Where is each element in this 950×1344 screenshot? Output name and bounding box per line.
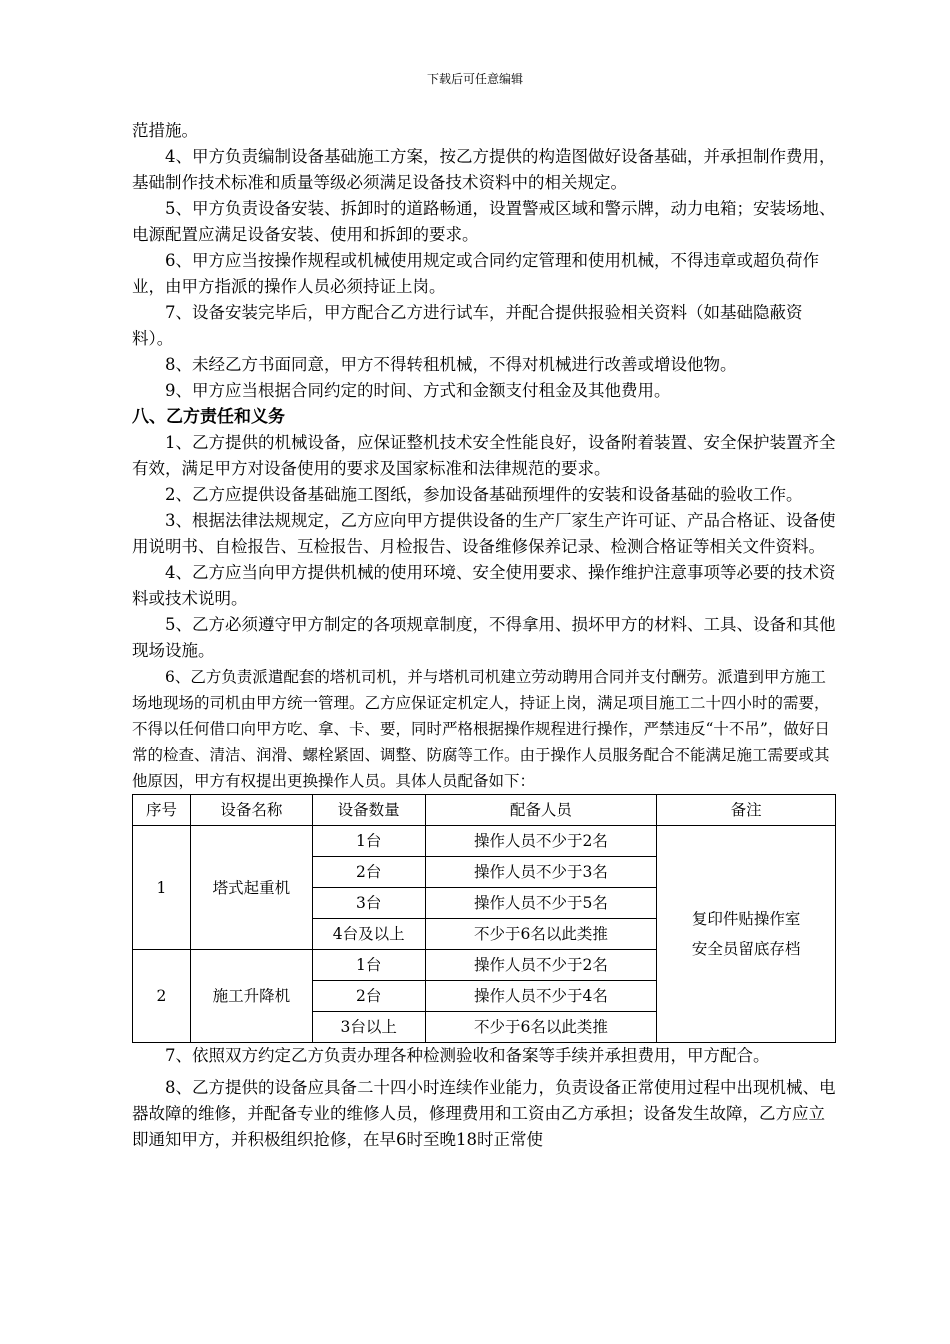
equipment-quantity: 1台 <box>312 826 425 857</box>
staff-requirement: 操作人员不少于5名 <box>425 888 657 919</box>
paragraph: 6、乙方负责派遣配套的塔机司机，并与塔机司机建立劳动聘用合同并支付酬劳。派遣到甲方施工场地现场的司机由甲方统一管理。乙方应保证定机定人，持证上岗，满足项目施工二十四小时的需要，不得以任何借口向甲方吃、拿、卡、要，同时严格根据操作规程进行操作，严禁违反“十不吊”，做好日常的检查、清洁、润滑、螺栓紧固、调整、防腐等工作。由于操作人员服务配合不能满足施工需要或其他原因，甲方有权提出更换操作人员。具体人员配备如下： <box>132 668 830 790</box>
header-cell: 序号 <box>133 795 191 826</box>
remark-line: 复印件贴操作室 <box>691 910 801 928</box>
page-header: 下载后可任意编辑 <box>426 72 523 86</box>
section-heading: 八、乙方责任和义务 <box>132 407 285 427</box>
paragraph: 5、甲方负责设备安装、拆卸时的道路畅通，设置警戒区域和警示牌，动力电箱；安装场地、电源配置应满足设备安装、使用和拆卸的要求。 <box>132 199 836 244</box>
staff-requirement: 不少于6名以此类推 <box>425 1012 657 1043</box>
paragraph: 6、甲方应当按操作规程或机械使用规定或合同约定管理和使用机械，不得违章或超负荷作业，由甲方指派的操作人员必须持证上岗。 <box>132 251 819 296</box>
paragraph: 9、甲方应当根据合同约定的时间、方式和金额支付租金及其他费用。 <box>165 381 671 400</box>
paragraph: 4、甲方负责编制设备基础施工方案，按乙方提供的构造图做好设备基础，并承担制作费用，基础制作技术标准和质量等级必须满足设备技术资料中的相关规定。 <box>132 147 836 192</box>
row-number: 1 <box>133 826 191 950</box>
equipment-quantity: 2台 <box>312 857 425 888</box>
remark-cell <box>657 826 836 1043</box>
paragraph: 7、依照双方约定乙方负责办理各种检测验收和备案等手续并承担费用，甲方配合。 <box>165 1046 770 1065</box>
header-cell: 设备数量 <box>312 795 425 826</box>
remark-line: 安全员留底存档 <box>691 940 801 958</box>
paragraph: 7、设备安装完毕后，甲方配合乙方进行试车，并配合提供报验相关资料（如基础隐蔽资料）。 <box>132 303 803 348</box>
paragraph: 1、乙方提供的机械设备，应保证整机技术安全性能良好，设备附着装置、安全保护装置齐全有效，满足甲方对设备使用的要求及国家标准和法律规范的要求。 <box>132 433 836 478</box>
row-number: 2 <box>133 950 191 1043</box>
equipment-quantity: 3台以上 <box>312 1012 425 1043</box>
staff-requirement: 操作人员不少于2名 <box>425 826 657 857</box>
staff-requirement: 不少于6名以此类推 <box>425 919 657 950</box>
header-cell: 设备名称 <box>190 795 312 826</box>
header-cell: 备注 <box>657 795 836 826</box>
staffing-table <box>132 794 836 1043</box>
equipment-name: 塔式起重机 <box>190 826 312 950</box>
equipment-name: 施工升降机 <box>190 950 312 1043</box>
staff-requirement: 操作人员不少于3名 <box>425 857 657 888</box>
paragraph: 5、乙方必须遵守甲方制定的各项规章制度，不得拿用、损坏甲方的材料、工具、设备和其他现场设施。 <box>132 615 836 660</box>
staff-requirement: 操作人员不少于2名 <box>425 950 657 981</box>
paragraph: 3、根据法律法规规定，乙方应向甲方提供设备的生产厂家生产许可证、产品合格证、设备使用说明书、自检报告、互检报告、月检报告、设备维修保养记录、检测合格证等相关文件资料。 <box>132 511 836 556</box>
equipment-quantity: 1台 <box>312 950 425 981</box>
table-row <box>133 826 836 857</box>
paragraph: 4、乙方应当向甲方提供机械的使用环境、安全使用要求、操作维护注意事项等必要的技术资料或技术说明。 <box>132 563 836 608</box>
equipment-quantity: 3台 <box>312 888 425 919</box>
document-body <box>132 118 836 1153</box>
equipment-quantity: 4台及以上 <box>312 919 425 950</box>
staff-requirement: 操作人员不少于4名 <box>425 981 657 1012</box>
table-header-row <box>133 795 836 826</box>
paragraph: 范措施。 <box>132 121 198 140</box>
paragraph: 8、乙方提供的设备应具备二十四小时连续作业能力，负责设备正常使用过程中出现机械、电器故障的维修，并配备专业的维修人员，修理费用和工资由乙方承担；设备发生故障，乙方应立即通知甲方，并积极组织抢修，在早6时至晚18时正常使 <box>132 1078 836 1149</box>
paragraph: 2、乙方应提供设备基础施工图纸，参加设备基础预埋件的安装和设备基础的验收工作。 <box>165 485 803 504</box>
header-cell: 配备人员 <box>425 795 657 826</box>
equipment-quantity: 2台 <box>312 981 425 1012</box>
paragraph: 8、未经乙方书面同意，甲方不得转租机械，不得对机械进行改善或增设他物。 <box>165 355 737 374</box>
